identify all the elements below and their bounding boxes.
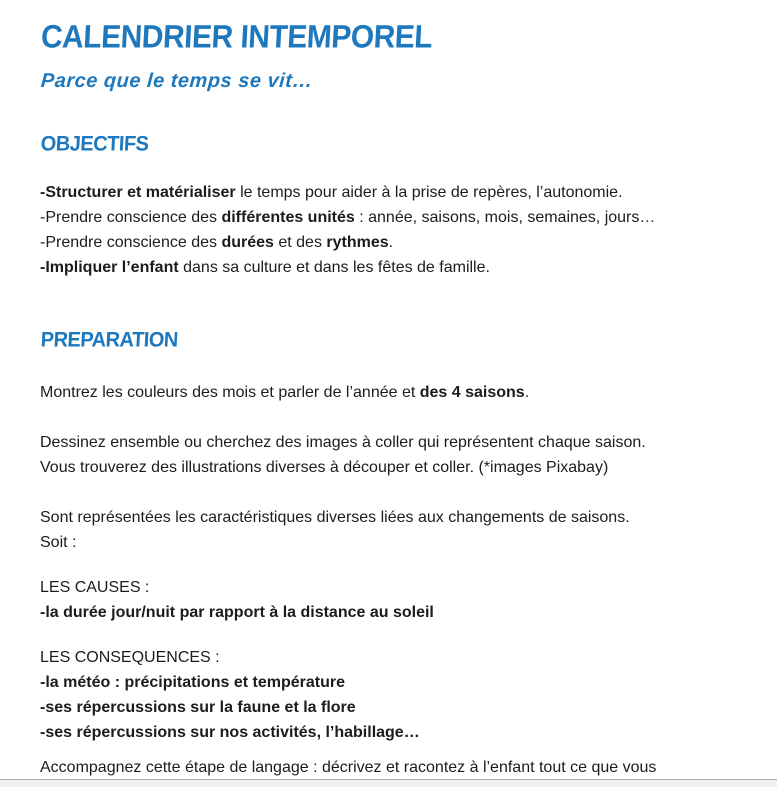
text-run: -Impliquer l’enfant xyxy=(40,259,179,276)
text-run: -Prendre conscience des xyxy=(40,234,222,251)
text-line: Dessinez ensemble ou cherchez des images à coller qui représentent chaque saison. xyxy=(40,434,646,451)
objectives-line xyxy=(40,205,737,230)
text-run: -la météo : précipitations et température xyxy=(40,674,345,691)
causes-heading: LES CAUSES : xyxy=(40,579,150,596)
text-run: différentes unités xyxy=(221,209,355,226)
consequences-item xyxy=(40,720,737,745)
text-run: -la durée jour/nuit par rapport à la distance au soleil xyxy=(40,604,434,621)
objectives-line xyxy=(40,230,737,255)
text-run: durées xyxy=(221,234,274,251)
text-line: Sont représentées les caractéristiques diverses liées aux changements de saisons. xyxy=(40,509,630,526)
text-run: le temps pour aider à la prise de repères, l’autonomie. xyxy=(235,184,623,201)
representees-paragraph xyxy=(40,505,737,555)
text-run: -ses répercussions sur nos activités, l’habillage… xyxy=(40,724,420,741)
text-line: Soit : xyxy=(40,534,77,551)
text-run: : année, saisons, mois, semaines, jours… xyxy=(354,209,656,226)
text-run: des 4 saisons xyxy=(419,384,525,401)
text-run: -Structurer et matérialiser xyxy=(40,184,236,201)
text-run: -ses répercussions sur la faune et la flore xyxy=(40,699,356,716)
section-heading-preparation: PREPARATION xyxy=(40,328,179,352)
text-run: . xyxy=(388,234,394,251)
consequences-item xyxy=(40,670,737,695)
page-subtitle: Parce que le temps se vit… xyxy=(40,70,314,92)
causes-block xyxy=(40,575,737,625)
page-bottom-edge xyxy=(0,779,777,787)
closing-line: Accompagnez cette étape de langage : décrivez et racontez à l’enfant tout ce que vous xyxy=(40,759,657,776)
dessinez-paragraph xyxy=(40,430,737,480)
montrez-paragraph xyxy=(40,380,737,405)
text-line: Vous trouverez des illustrations diverses à découper et coller. (*images Pixabay) xyxy=(40,459,609,476)
text-run: Montrez les couleurs des mois et parler de l’année et xyxy=(40,384,420,401)
text-run: . xyxy=(524,384,530,401)
text-run: rythmes xyxy=(326,234,389,251)
objectives-line xyxy=(40,255,737,280)
text-run: et des xyxy=(273,234,327,251)
section-heading-objectifs: OBJECTIFS xyxy=(40,132,150,156)
consequences-item xyxy=(40,695,737,720)
objectives-line xyxy=(40,180,737,205)
causes-item xyxy=(40,600,737,625)
consequences-block xyxy=(40,645,737,745)
objectives-paragraph xyxy=(40,180,737,280)
text-run: dans sa culture et dans les fêtes de famille. xyxy=(178,259,490,276)
consequences-heading: LES CONSEQUENCES : xyxy=(40,649,220,666)
page-title: CALENDRIER INTEMPOREL xyxy=(40,19,434,55)
text-run: -Prendre conscience des xyxy=(40,209,222,226)
